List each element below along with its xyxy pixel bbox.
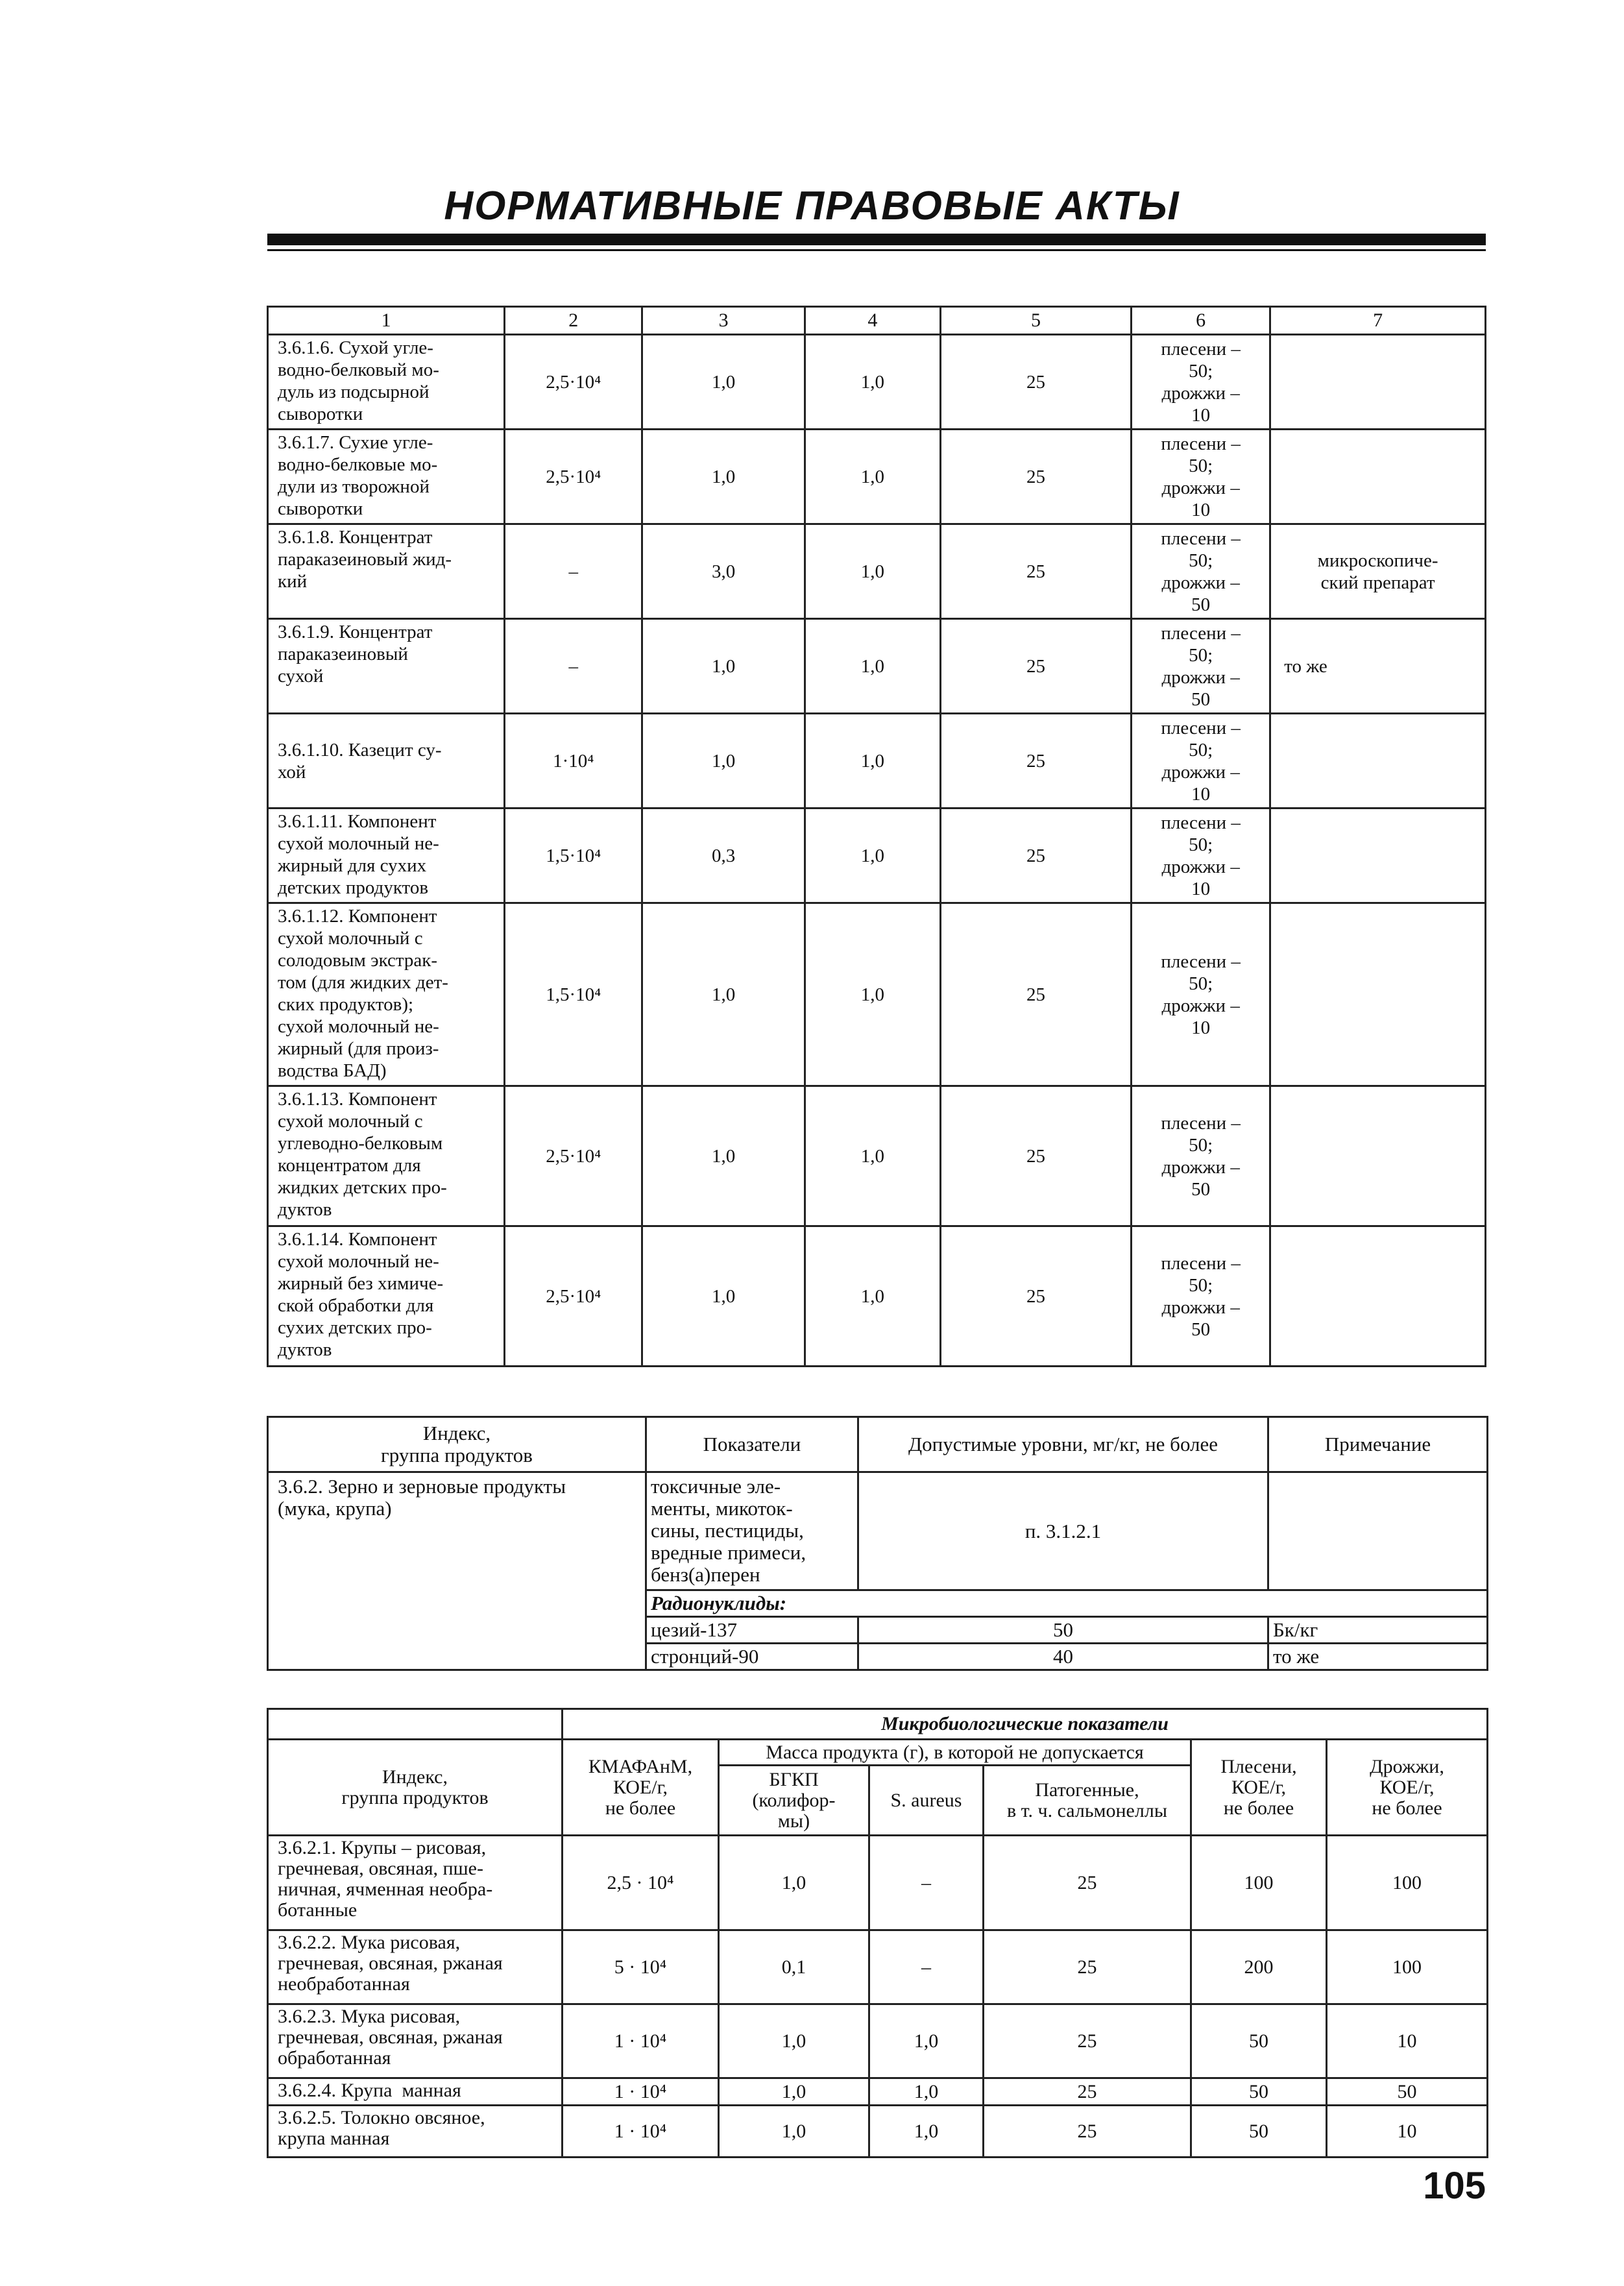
value-cell: 1,0 [642,714,805,809]
value-cell: – [505,524,642,619]
value-cell: 25 [984,1930,1191,2004]
molds-yeasts-cell: плесени – 50; дрожжи – 50 [1132,1086,1270,1226]
page-header-title: НОРМАТИВНЫЕ ПРАВОВЫЕ АКТЫ [444,184,1180,228]
table-row [268,1930,1488,2004]
value-cell: – [505,619,642,714]
product-name-cell: 3.6.2.4. Крупа манная [268,2078,563,2106]
value-cell: 1,0 [642,619,805,714]
value-cell: 25 [984,2004,1191,2078]
value-cell: 1,0 [805,524,940,619]
value-cell: 10 [1327,2004,1488,2078]
value-cell: 1·10⁴ [505,714,642,809]
table3-col-header: КМАФАнМ, КОЕ/г, не более [563,1740,719,1836]
product-name-cell: 3.6.2.1. Крупы – рисовая, гречневая, овсяная, пше- ничная, ячменная необра- ботанные [268,1836,563,1930]
product-name-cell: 3.6.1.14. Компонент сухой молочный не- жирный без химиче- ской обработки для сухих детских про- дуктов [268,1226,505,1367]
product-name-cell: 3.6.2.2. Мука рисовая, гречневая, овсяная, ржаная необработанная [268,1930,563,2004]
value-cell: 2,5·10⁴ [505,1086,642,1226]
value-cell: 25 [940,809,1131,903]
table2-col-header: Допустимые уровни, мг/кг, не более [858,1417,1268,1472]
table1-col-header: 6 [1132,307,1270,335]
note-cell: то же [1270,619,1486,714]
molds-yeasts-cell: плесени – 50; дрожжи – 50 [1132,524,1270,619]
note-cell: микроскопиче- ский препарат [1270,524,1486,619]
table1-col-header: 2 [505,307,642,335]
value-cell: 25 [984,2078,1191,2106]
molds-yeasts-cell: плесени – 50; дрожжи – 10 [1132,430,1270,524]
product-name-cell: 3.6.1.12. Компонент сухой молочный с солодовым экстрак- том (для жидких дет- ских продуктов); сухой молочный не- жирный (для произ- водства БАД) [268,903,505,1086]
value-cell: 2,5·10⁴ [505,1226,642,1367]
value-cell: 25 [940,524,1131,619]
value-cell: 1,5·10⁴ [505,903,642,1086]
indicator-cell: токсичные эле- менты, микоток- сины, пестициды, вредные примеси, бенз(а)перен [646,1472,858,1590]
value-cell: 1 · 10⁴ [563,2078,719,2106]
table3-col-header: Патогенные, в т. ч. сальмонеллы [984,1766,1191,1836]
value-cell: 1,0 [805,903,940,1086]
molds-yeasts-cell: плесени – 50; дрожжи – 10 [1132,809,1270,903]
product-name-cell: 3.6.1.7. Сухие угле- водно-белковые мо- дули из творожной сыворотки [268,430,505,524]
grain-contaminants-table [267,1416,1488,1671]
dairy-components-table [267,306,1486,1367]
table-row [268,619,1486,714]
value-cell: 25 [984,2106,1191,2158]
value-cell: – [869,1930,984,2004]
value-cell: 2,5 · 10⁴ [563,1836,719,1930]
molds-yeasts-cell: плесени – 50; дрожжи – 10 [1132,335,1270,430]
table-row [268,524,1486,619]
table3-col-header: S. aureus [869,1766,984,1836]
radionuclides-label: Радионуклиды: [646,1590,1488,1617]
value-cell: 1 · 10⁴ [563,2106,719,2158]
value-cell: 1,0 [642,430,805,524]
value-cell: 1,0 [805,714,940,809]
table1-col-header: 4 [805,307,940,335]
value-cell: 1,0 [805,430,940,524]
header-rule-thin [267,249,1486,251]
value-cell: 50 [1191,2004,1327,2078]
value-cell: 1,0 [642,1086,805,1226]
value-cell: 50 [1191,2078,1327,2106]
product-name-cell: 3.6.1.13. Компонент сухой молочный с углеводно-белковым концентратом для жидких детских про- дуктов [268,1086,505,1226]
molds-yeasts-cell: плесени – 50; дрожжи – 10 [1132,903,1270,1086]
product-name-cell: 3.6.1.11. Компонент сухой молочный не- жирный для сухих детских продуктов [268,809,505,903]
table-row [268,2078,1488,2106]
value-cell: 1,0 [869,2078,984,2106]
table3-blank-cell [268,1709,563,1740]
value-cell: 100 [1191,1836,1327,1930]
value-cell: 1,0 [642,1226,805,1367]
table-row [268,1836,1488,1930]
table2-col-header: Примечание [1268,1417,1488,1472]
table2-header-row [268,1417,1488,1472]
value-cell: 25 [940,430,1131,524]
table1-col-header: 1 [268,307,505,335]
table-row [268,714,1486,809]
table-row [268,2004,1488,2078]
table-row [268,809,1486,903]
table-row [268,335,1486,430]
value-cell: 50 [1327,2078,1488,2106]
page-number: 105 [1423,2165,1486,2207]
value-cell: 1,0 [642,903,805,1086]
table-row [268,1226,1486,1367]
value-cell: 3,0 [642,524,805,619]
value-cell: 50 [1191,2106,1327,2158]
value-cell: 200 [1191,1930,1327,2004]
value-cell: 25 [940,714,1131,809]
value-cell: 1,0 [719,2078,869,2106]
product-name-cell: 3.6.2.3. Мука рисовая, гречневая, овсяная, ржаная обработанная [268,2004,563,2078]
note-cell [1270,1226,1486,1367]
value-cell: 1,0 [719,1836,869,1930]
radionuclide-name-cell: цезий-137 [646,1617,858,1644]
note-cell [1270,809,1486,903]
value-cell: 1,0 [805,1226,940,1367]
table2-col-header: Показатели [646,1417,858,1472]
table1-col-header: 3 [642,307,805,335]
value-cell: 100 [1327,1836,1488,1930]
molds-yeasts-cell: плесени – 50; дрожжи – 10 [1132,714,1270,809]
value-cell: 1,0 [719,2106,869,2158]
value-cell: 25 [984,1836,1191,1930]
value-cell: 0,3 [642,809,805,903]
table3-header-row [268,1740,1488,1766]
molds-yeasts-cell: плесени – 50; дрожжи – 50 [1132,619,1270,714]
value-cell: 0,1 [719,1930,869,2004]
table-row [268,903,1486,1086]
product-name-cell: 3.6.1.8. Концентрат параказеиновый жид- кий [268,524,505,619]
value-cell: 1,5·10⁴ [505,809,642,903]
value-cell: 1,0 [719,2004,869,2078]
table3-col-header: Индекс, группа продуктов [268,1740,563,1836]
value-cell: 1,0 [805,335,940,430]
table-row [268,430,1486,524]
table3-col-header: Масса продукта (г), в которой не допускается [719,1740,1191,1766]
product-name-cell: 3.6.1.9. Концентрат параказеиновый сухой [268,619,505,714]
value-cell: 100 [1327,1930,1488,2004]
value-cell: 5 · 10⁴ [563,1930,719,2004]
note-cell [1270,903,1486,1086]
table1-col-header: 5 [940,307,1131,335]
note-cell: то же [1268,1644,1488,1670]
table3-col-header: Плесени, КОЕ/г, не более [1191,1740,1327,1836]
molds-yeasts-cell: плесени – 50; дрожжи – 50 [1132,1226,1270,1367]
level-cell: 40 [858,1644,1268,1670]
table3-title-row [268,1709,1488,1740]
value-cell: 25 [940,1086,1131,1226]
value-cell: 1,0 [642,335,805,430]
value-cell: – [869,1836,984,1930]
note-cell [1270,1086,1486,1226]
table-row [268,1472,1488,1590]
table2-col-header: Индекс, группа продуктов [268,1417,646,1472]
value-cell: 2,5·10⁴ [505,430,642,524]
table1-header-row [268,307,1486,335]
value-cell: 25 [940,619,1131,714]
value-cell: 25 [940,1226,1131,1367]
header-rule-thick [267,234,1486,245]
value-cell: 1,0 [869,2106,984,2158]
note-cell [1270,714,1486,809]
value-cell: 25 [940,335,1131,430]
microbiology-table [267,1708,1488,2158]
note-cell [1268,1472,1488,1590]
product-name-cell: 3.6.1.6. Сухой угле- водно-белковый мо- дуль из подсырной сыворотки [268,335,505,430]
level-cell: п. 3.1.2.1 [858,1472,1268,1590]
product-group-cell: 3.6.2. Зерно и зерновые продукты (мука, крупа) [268,1472,646,1670]
value-cell: 1 · 10⁴ [563,2004,719,2078]
table1-col-header: 7 [1270,307,1486,335]
value-cell: 1,0 [805,619,940,714]
radionuclide-name-cell: стронций-90 [646,1644,858,1670]
table-row [268,1086,1486,1226]
product-name-cell: 3.6.2.5. Толокно овсяное, крупа манная [268,2106,563,2158]
product-name-cell: 3.6.1.10. Казецит су- хой [268,714,505,809]
value-cell: 2,5·10⁴ [505,335,642,430]
note-cell: Бк/кг [1268,1617,1488,1644]
value-cell: 25 [940,903,1131,1086]
value-cell: 1,0 [805,809,940,903]
value-cell: 10 [1327,2106,1488,2158]
level-cell: 50 [858,1617,1268,1644]
table3-col-header: БГКП (колифор- мы) [719,1766,869,1836]
table3-title: Микробиологические показатели [563,1709,1488,1740]
table3-col-header: Дрожжи, КОЕ/г, не более [1327,1740,1488,1836]
value-cell: 1,0 [869,2004,984,2078]
note-cell [1270,430,1486,524]
note-cell [1270,335,1486,430]
table-row [268,2106,1488,2158]
value-cell: 1,0 [805,1086,940,1226]
